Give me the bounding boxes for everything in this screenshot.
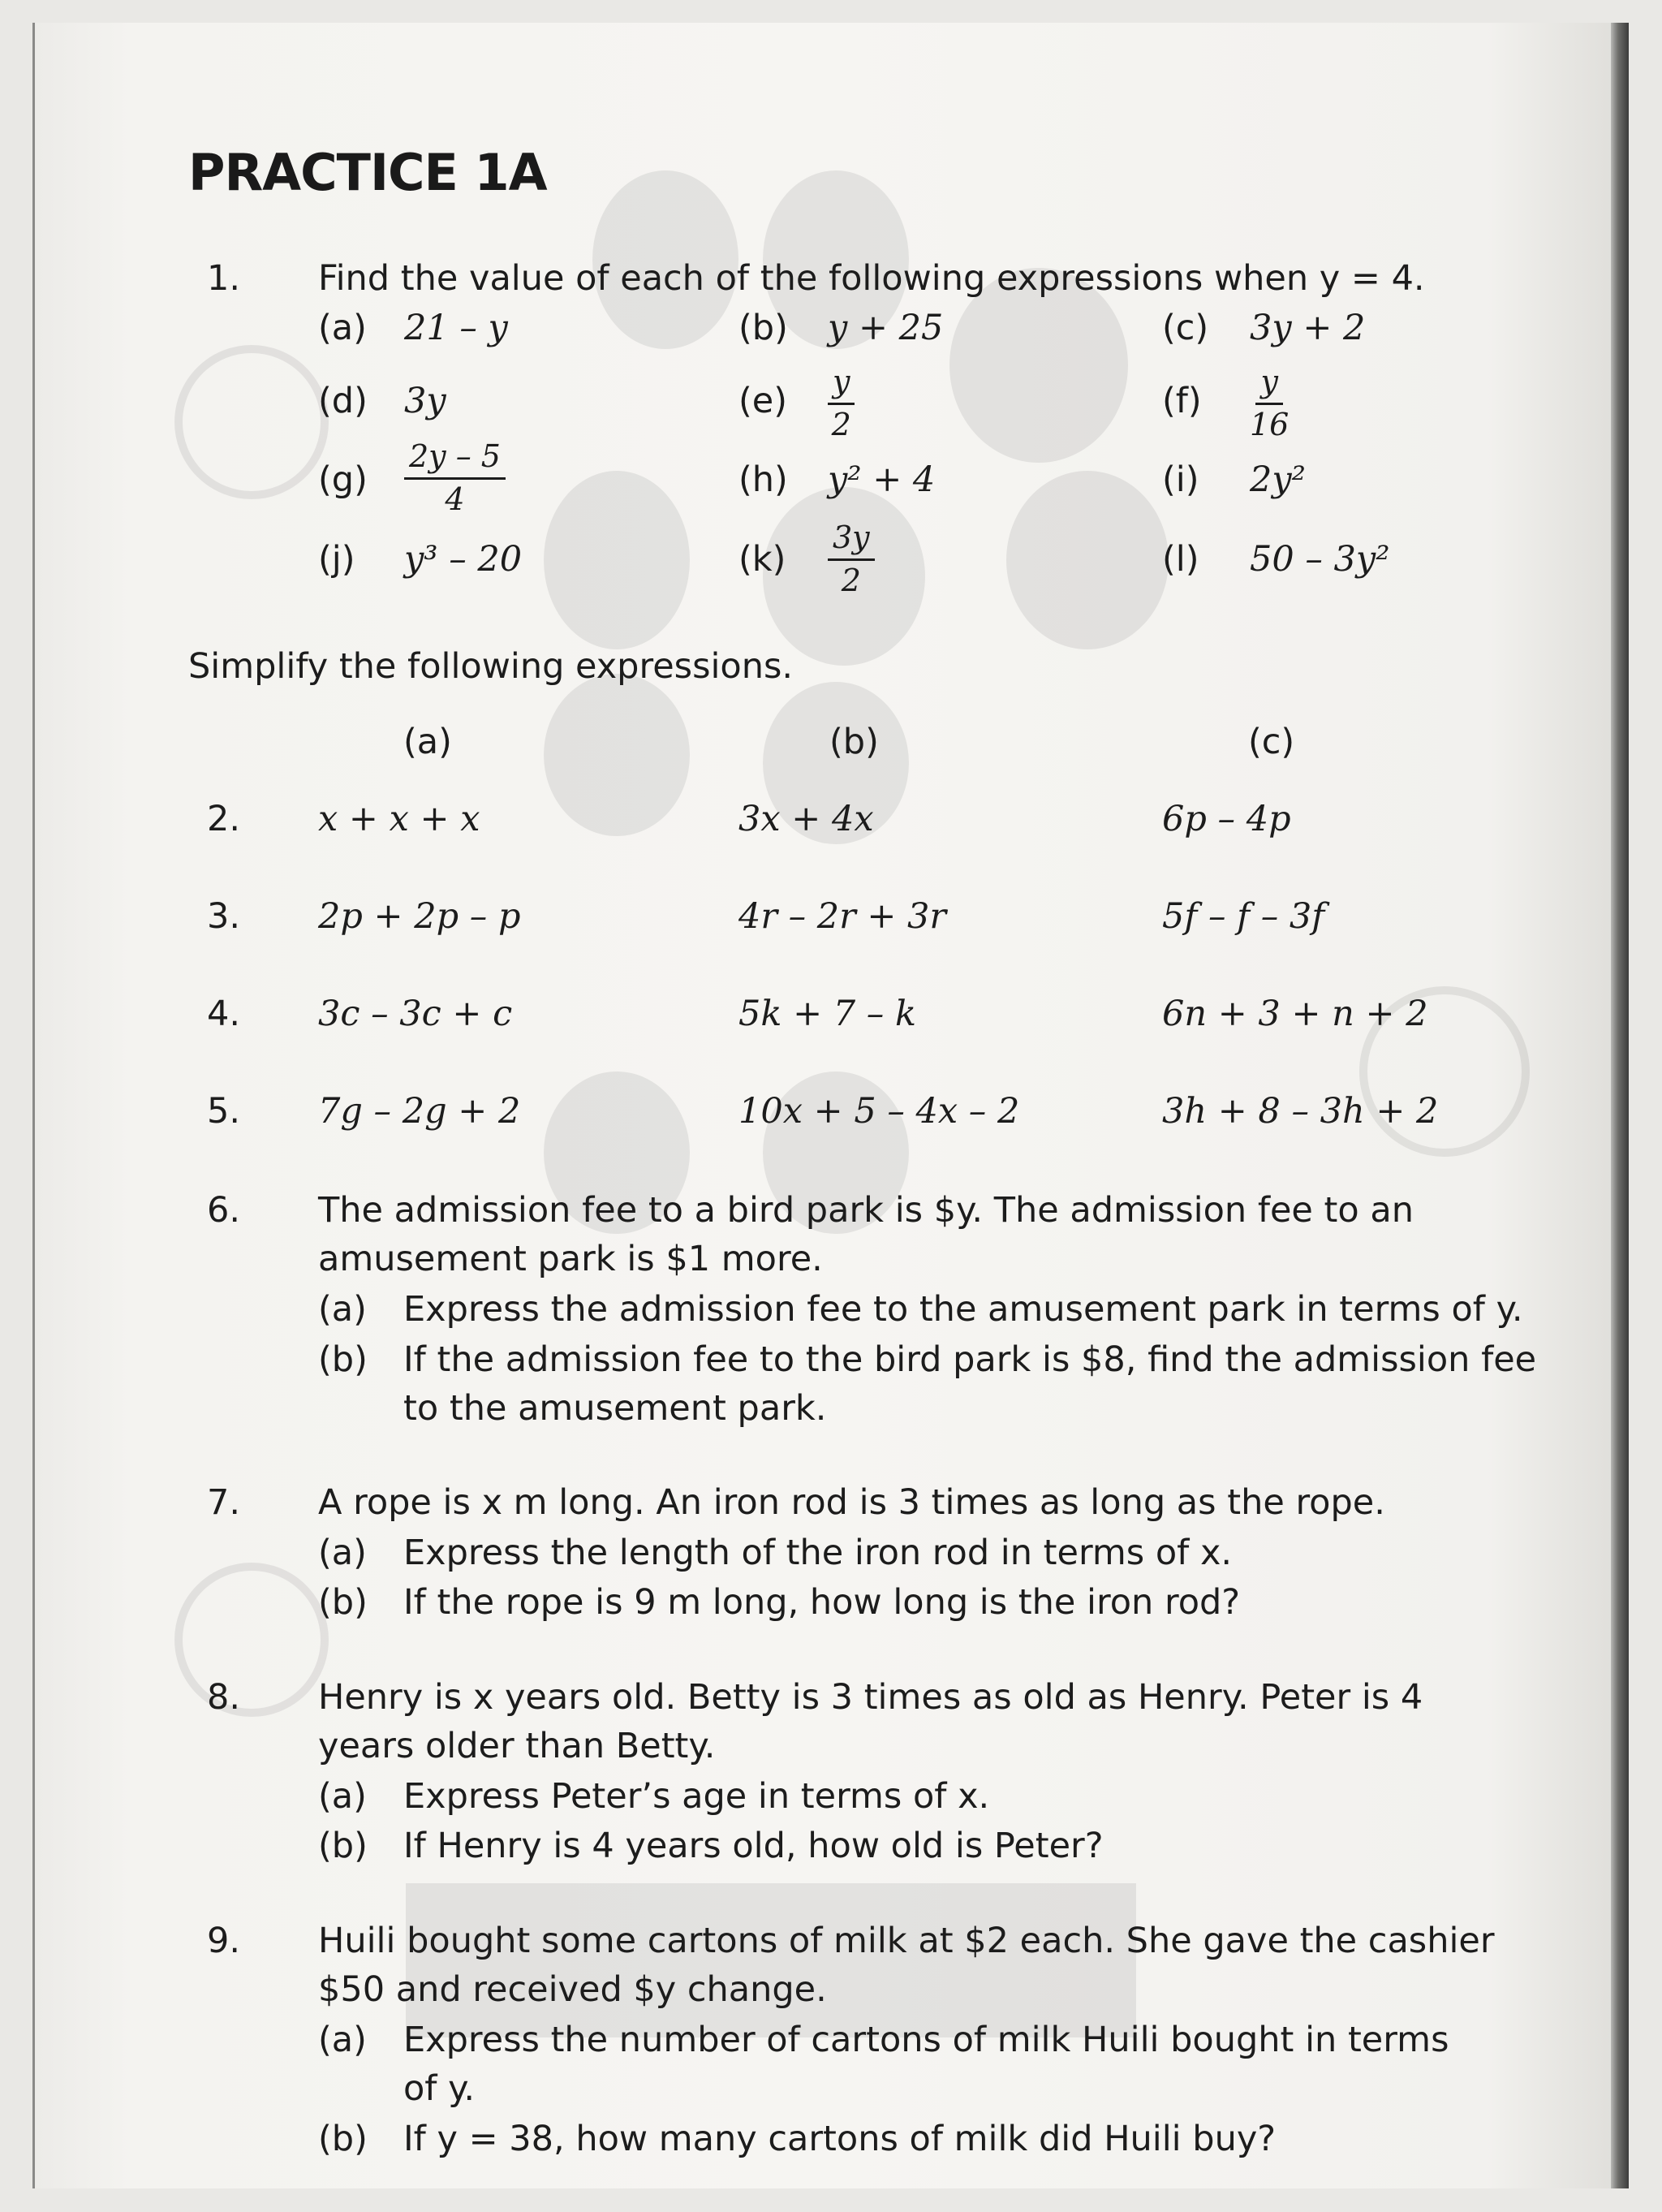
- item-label: (b): [738, 308, 788, 348]
- expression: x + x + x: [318, 799, 480, 839]
- question-text: A rope is x m long. An iron rod is 3 times as long as the rope.: [318, 1482, 1385, 1523]
- question-number: 4.: [207, 994, 241, 1034]
- part-text: Express the number of cartons of milk Huili bought in terms: [403, 2020, 1449, 2060]
- part-text: If the rope is 9 m long, how long is the iron rod?: [403, 1582, 1241, 1623]
- numerator: 3y: [828, 521, 875, 561]
- question-text: Henry is x years old. Betty is 3 times as old as Henry. Peter is 4: [318, 1677, 1423, 1718]
- fraction: [828, 521, 875, 598]
- expression: 5f – f – 3f: [1162, 896, 1325, 937]
- part-text: If the admission fee to the bird park is $8, find the admission fee: [403, 1339, 1537, 1380]
- expression: 3x + 4x: [738, 799, 874, 839]
- numerator: y: [828, 365, 855, 405]
- part-text: to the amusement park.: [403, 1388, 827, 1429]
- part-label: (a): [318, 1289, 367, 1330]
- question-number: 6.: [207, 1190, 241, 1231]
- expression: 6n + 3 + n + 2: [1162, 994, 1428, 1034]
- fraction: [404, 440, 506, 517]
- part-text: If y = 38, how many cartons of milk did Huili buy?: [403, 2119, 1277, 2159]
- item-label: (j): [318, 539, 355, 580]
- item-label: (h): [738, 459, 788, 500]
- item-label: (f): [1162, 381, 1202, 421]
- column-header: (b): [829, 722, 879, 762]
- question-text: The admission fee to a bird park is $y. The admission fee to an: [318, 1190, 1414, 1231]
- part-label: (b): [318, 2119, 368, 2159]
- expression: 3c – 3c + c: [318, 994, 513, 1034]
- item-label: (e): [738, 381, 788, 421]
- item-label: (c): [1162, 308, 1209, 348]
- part-label: (b): [318, 1826, 368, 1866]
- question-number: 2.: [207, 799, 241, 839]
- question-text: Huili bought some cartons of milk at $2 each. She gave the cashier: [318, 1921, 1495, 1961]
- expression: 2p + 2p – p: [318, 896, 521, 937]
- item-label: (d): [318, 381, 368, 421]
- numerator: 2y – 5: [404, 440, 506, 480]
- part-label: (a): [318, 1776, 367, 1817]
- denominator: 4: [445, 481, 465, 517]
- item-label: (l): [1162, 539, 1199, 580]
- question-number: 3.: [207, 896, 241, 937]
- denominator: 2: [831, 406, 851, 442]
- part-label: (b): [318, 1339, 368, 1380]
- question-number: 1.: [207, 258, 241, 299]
- expression: y + 25: [828, 308, 944, 348]
- page-title: PRACTICE 1A: [188, 143, 547, 202]
- question-prompt: Find the value of each of the following expressions when y = 4.: [318, 258, 1425, 299]
- question-text: $50 and received $y change.: [318, 1969, 827, 2010]
- part-text: Express the admission fee to the amusement park in terms of y.: [403, 1289, 1523, 1330]
- question-number: 9.: [207, 1921, 241, 1961]
- expression: 3h + 8 – 3h + 2: [1162, 1091, 1439, 1132]
- question-text: amusement park is $1 more.: [318, 1239, 823, 1279]
- question-number: 7.: [207, 1482, 241, 1523]
- question-number: 5.: [207, 1091, 241, 1132]
- expression: 2y²: [1250, 459, 1306, 500]
- part-text: of y.: [403, 2068, 476, 2109]
- denominator: 16: [1250, 406, 1290, 442]
- column-header: (c): [1248, 722, 1295, 762]
- expression: 50 – 3y²: [1250, 539, 1390, 580]
- denominator: 2: [841, 562, 861, 598]
- book-spine-shadow: [1611, 23, 1629, 2188]
- expression: 3y + 2: [1250, 308, 1366, 348]
- expression: 3y: [404, 381, 446, 421]
- item-label: (g): [318, 459, 368, 500]
- item-label: (k): [738, 539, 786, 580]
- fraction: [828, 365, 855, 442]
- item-label: (a): [318, 308, 367, 348]
- part-label: (b): [318, 1582, 368, 1623]
- expression: 4r – 2r + 3r: [738, 896, 946, 937]
- item-label: (i): [1162, 459, 1199, 500]
- expression: y³ – 20: [404, 539, 523, 580]
- expression: 5k + 7 – k: [738, 994, 917, 1034]
- part-text: If Henry is 4 years old, how old is Peter?: [403, 1826, 1104, 1866]
- fraction: [1250, 365, 1289, 442]
- part-label: (a): [318, 2020, 367, 2060]
- section-heading: Simplify the following expressions.: [188, 646, 794, 687]
- part-label: (a): [318, 1533, 367, 1573]
- expression: y² + 4: [828, 459, 936, 500]
- expression: 7g – 2g + 2: [318, 1091, 521, 1132]
- part-text: Express Peter’s age in terms of x.: [403, 1776, 990, 1817]
- expression: 6p – 4p: [1162, 799, 1291, 839]
- question-text: years older than Betty.: [318, 1726, 716, 1766]
- numerator: y: [1255, 365, 1282, 405]
- expression: 21 – y: [404, 308, 508, 348]
- question-number: 8.: [207, 1677, 241, 1718]
- expression: 10x + 5 – 4x – 2: [738, 1091, 1020, 1132]
- column-header: (a): [403, 722, 452, 762]
- part-text: Express the length of the iron rod in terms of x.: [403, 1533, 1233, 1573]
